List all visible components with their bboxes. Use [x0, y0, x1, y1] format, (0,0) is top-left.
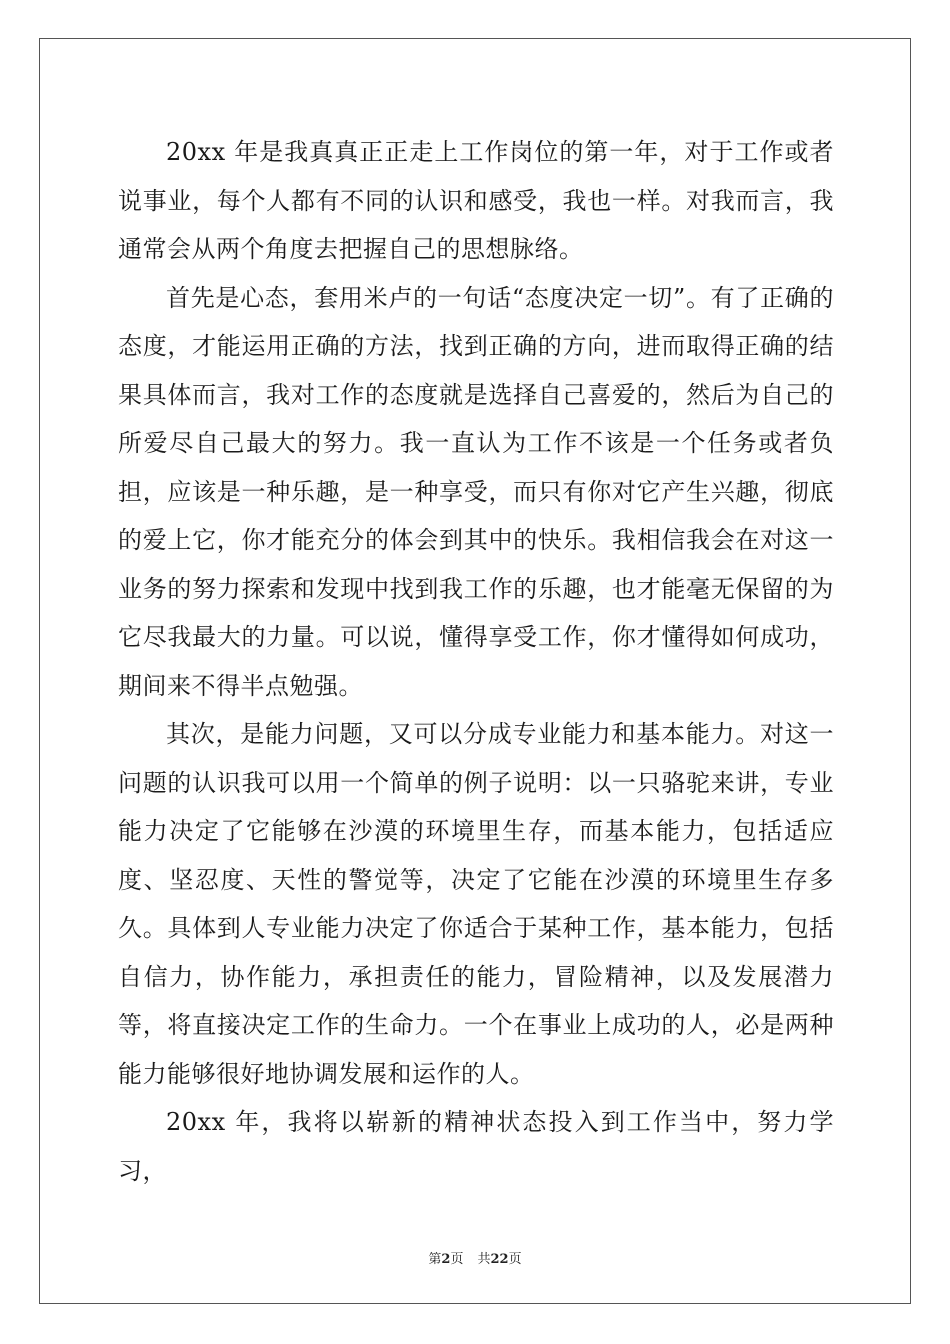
- total-prefix: 共: [477, 1252, 491, 1267]
- page-total: 22: [490, 1252, 509, 1267]
- document-body: [118, 128, 834, 1195]
- paragraph-3: 其次，是能力问题，又可以分成专业能力和基本能力。对这一问题的认识我可以用一个简单的例子说明：以一只骆驼来讲，专业能力决定了它能够在沙漠的环境里生存，而基本能力，包括适应度、坚忍度、天性的警觉等，决定了它能在沙漠的环境里生存多久。具体到人专业能力决定了你适合于某种工作，基本能力，包括自信力，协作能力，承担责任的能力，冒险精神，以及发展潜力等，将直接决定工作的生命力。一个在事业上成功的人，必是两种能力能够很好地协调发展和运作的人。: [118, 720, 834, 1088]
- paragraph-1: 20xx 年是我真真正正走上工作岗位的第一年，对于工作或者说事业，每个人都有不同的认识和感受，我也一样。对我而言，我通常会从两个角度去把握自己的思想脉络。: [118, 138, 834, 263]
- paragraph-2: 首先是心态，套用米卢的一句话“态度决定一切”。有了正确的态度，才能运用正确的方法，找到正确的方向，进而取得正确的结果具体而言，我对工作的态度就是选择自己喜爱的，然后为自己的所爱尽自己最大的努力。我一直认为工作不该是一个任务或者负担，应该是一种乐趣，是一种享受，而只有你对它产生兴趣，彻底的爱上它，你才能充分的体会到其中的快乐。我相信我会在对这一业务的努力探索和发现中找到我工作的乐趣，也才能毫无保留的为它尽我最大的力量。可以说，懂得享受工作，你才懂得如何成功，期间来不得半点勉强。: [118, 283, 834, 700]
- paragraph-4: 20xx 年，我将以崭新的精神状态投入到工作当中，努力学习，: [118, 1108, 834, 1185]
- total-unit: 页: [508, 1252, 522, 1267]
- page-footer: [0, 1248, 950, 1267]
- page-current: 2: [441, 1252, 451, 1267]
- page-unit: 页: [450, 1252, 464, 1267]
- page-prefix: 第: [428, 1252, 442, 1267]
